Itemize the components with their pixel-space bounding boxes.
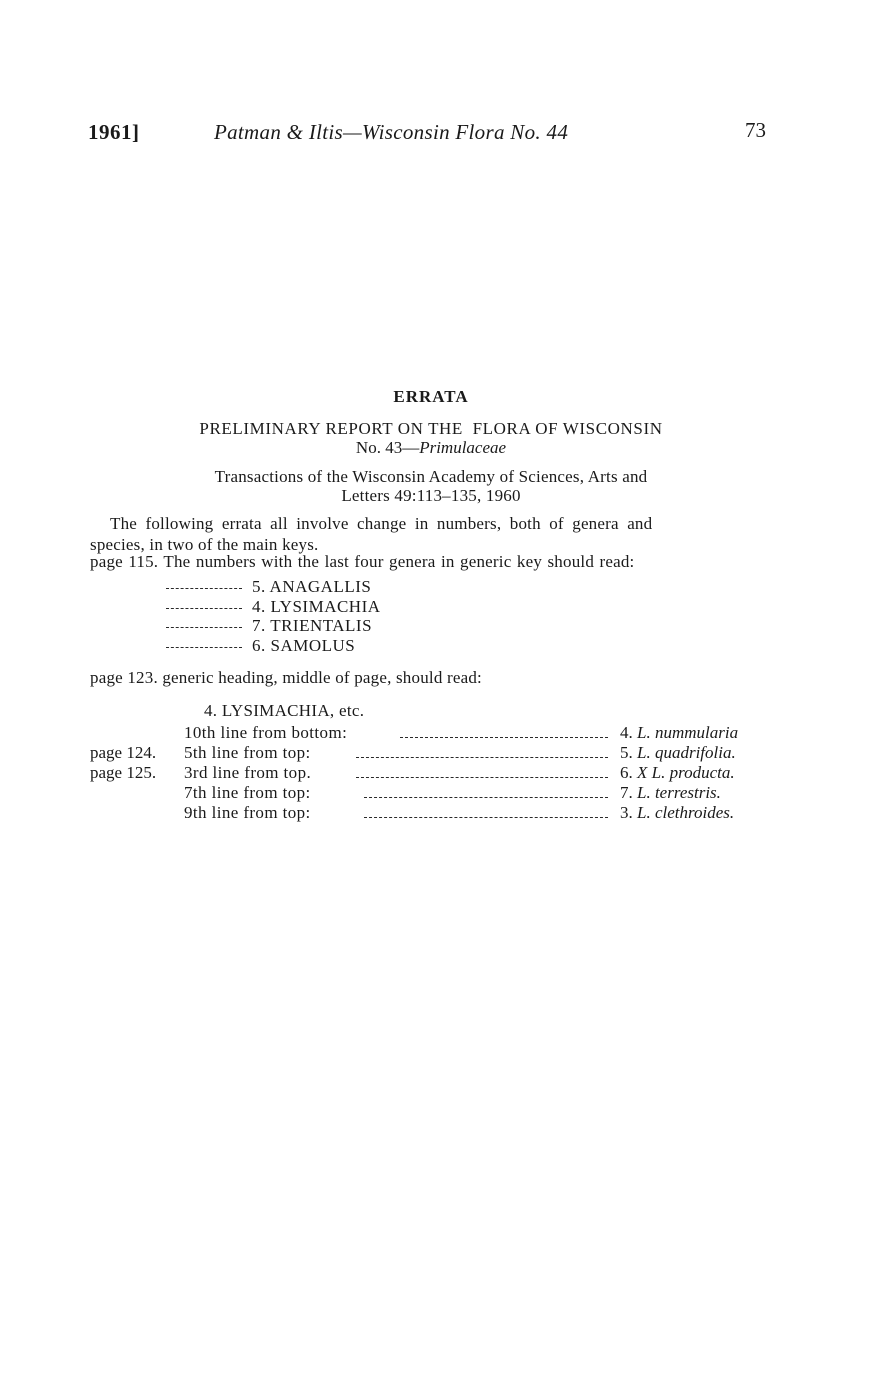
- lysimachia-heading: 4. LYSIMACHIA, etc.: [204, 701, 365, 720]
- running-head-title: Patman & Iltis—Wisconsin Flora No. 44: [214, 120, 569, 144]
- correction-number: 4.: [620, 723, 633, 742]
- leader-dashes: [400, 737, 608, 738]
- genus-entry: [166, 577, 371, 597]
- genus-entry-text: 5. ANAGALLIS: [252, 577, 372, 596]
- genus-entry-text: 7. TRIENTALIS: [252, 616, 373, 635]
- intro-line-1: The following errata all involve change in numbers, both of genera and: [110, 514, 653, 533]
- running-head-year: 1961]: [88, 120, 140, 144]
- correction-species: L. quadrifolia.: [637, 743, 736, 762]
- intro-line-2: species, in two of the main keys.: [90, 535, 319, 554]
- leader-dashes: [166, 627, 242, 628]
- leader-dashes: [166, 588, 242, 589]
- correction-value: [620, 783, 721, 803]
- report-number: [88, 438, 774, 458]
- leader-dashes: [356, 757, 608, 758]
- correction-species: L. clethroides.: [637, 803, 735, 822]
- leader-dashes: [356, 777, 608, 778]
- errata-title: ERRATA: [393, 387, 469, 406]
- correction-location: 3rd line from top.: [184, 763, 312, 782]
- correction-location: 10th line from bottom:: [184, 723, 348, 742]
- page123-line: page 123. generic heading, middle of page, should read:: [90, 668, 482, 687]
- correction-species: X L. producta.: [637, 763, 735, 782]
- leader-dashes: [166, 647, 242, 648]
- correction-number: 7.: [620, 783, 633, 802]
- leader-dashes: [166, 608, 242, 609]
- transactions-line-1: Transactions of the Wisconsin Academy of Sciences, Arts and: [214, 467, 648, 486]
- genus-entry: [166, 616, 372, 636]
- report-number-prefix: No. 43—: [355, 438, 420, 457]
- correction-species: L. terrestris.: [637, 783, 721, 802]
- correction-species: L. nummularia: [637, 723, 739, 742]
- correction-page-prefix: page 124.: [90, 743, 157, 762]
- report-title: PRELIMINARY REPORT ON THE FLORA OF WISCONSIN: [199, 419, 663, 438]
- correction-value: [620, 723, 738, 743]
- genus-entry-text: 4. LYSIMACHIA: [252, 597, 381, 616]
- correction-number: 6.: [620, 763, 633, 782]
- correction-location: 9th line from top:: [184, 803, 311, 822]
- correction-number: 5.: [620, 743, 633, 762]
- correction-value: [620, 803, 734, 823]
- transactions-line-2: Letters 49:113–135, 1960: [341, 486, 521, 505]
- genus-entry-text: 6. SAMOLUS: [252, 636, 356, 655]
- report-number-family: Primulaceae: [419, 438, 507, 457]
- genus-entry: [166, 636, 355, 656]
- correction-number: 3.: [620, 803, 633, 822]
- leader-dashes: [364, 797, 608, 798]
- correction-location: 7th line from top:: [184, 783, 311, 802]
- correction-value: [620, 763, 735, 783]
- genus-entry: [166, 597, 381, 617]
- correction-value: [620, 743, 736, 763]
- page115-line: page 115. The numbers with the last four genera in generic key should read:: [90, 552, 635, 571]
- page-number: 73: [745, 118, 766, 142]
- correction-page-prefix: page 125.: [90, 763, 157, 782]
- leader-dashes: [364, 817, 608, 818]
- correction-location: 5th line from top:: [184, 743, 311, 762]
